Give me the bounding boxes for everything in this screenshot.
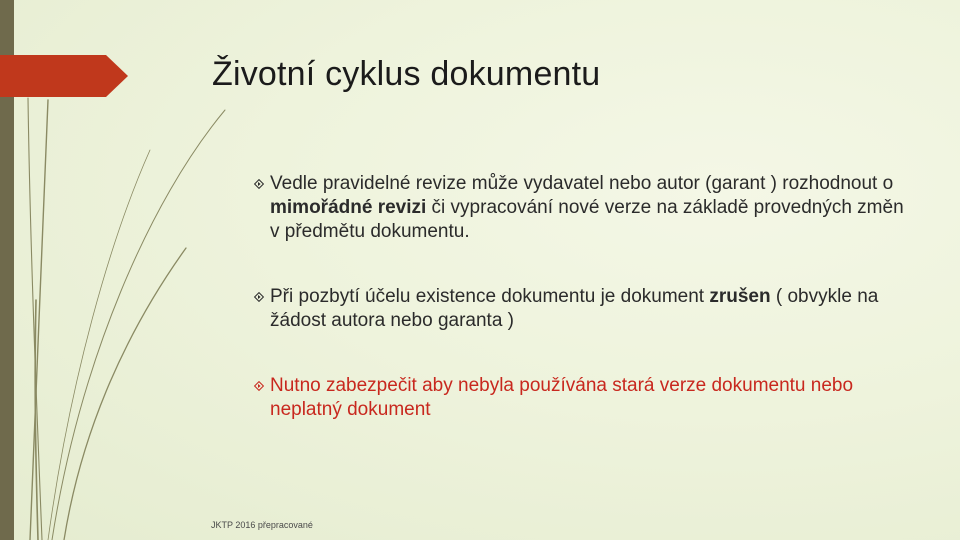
diamond-arrow-icon — [254, 292, 264, 302]
bullet-item-cancellation — [254, 285, 914, 333]
title-accent-arrow — [0, 55, 128, 97]
bullet-text: Nutno zabezpečit aby nebyla používána stará verze dokumentu nebo neplatný dokument — [270, 375, 854, 420]
bullet-item-revision — [254, 172, 914, 244]
bullet-list — [254, 172, 914, 422]
bullet-item-warning — [254, 374, 914, 422]
diamond-arrow-icon — [254, 179, 264, 189]
bullet-emphasis: zrušen — [709, 286, 771, 307]
bullet-text: Při pozbytí účelu existence dokumentu je dokument — [270, 286, 710, 307]
diamond-arrow-icon — [254, 381, 264, 391]
bullet-text: či vypracování nové verze na základě provedných změn v předmětu dokumentu. — [270, 197, 904, 242]
bullet-emphasis: mimořádné revizi — [270, 197, 427, 218]
slide-title: Životní cyklus dokumentu — [212, 55, 601, 93]
bullet-text: ( obvykle na žádost autora nebo garanta ) — [270, 286, 879, 331]
slide-footer: JKTP 2016 přepracované — [211, 520, 313, 530]
bullet-text: Vedle pravidelné revize může vydavatel nebo autor (garant ) rozhodnout o — [270, 173, 894, 194]
